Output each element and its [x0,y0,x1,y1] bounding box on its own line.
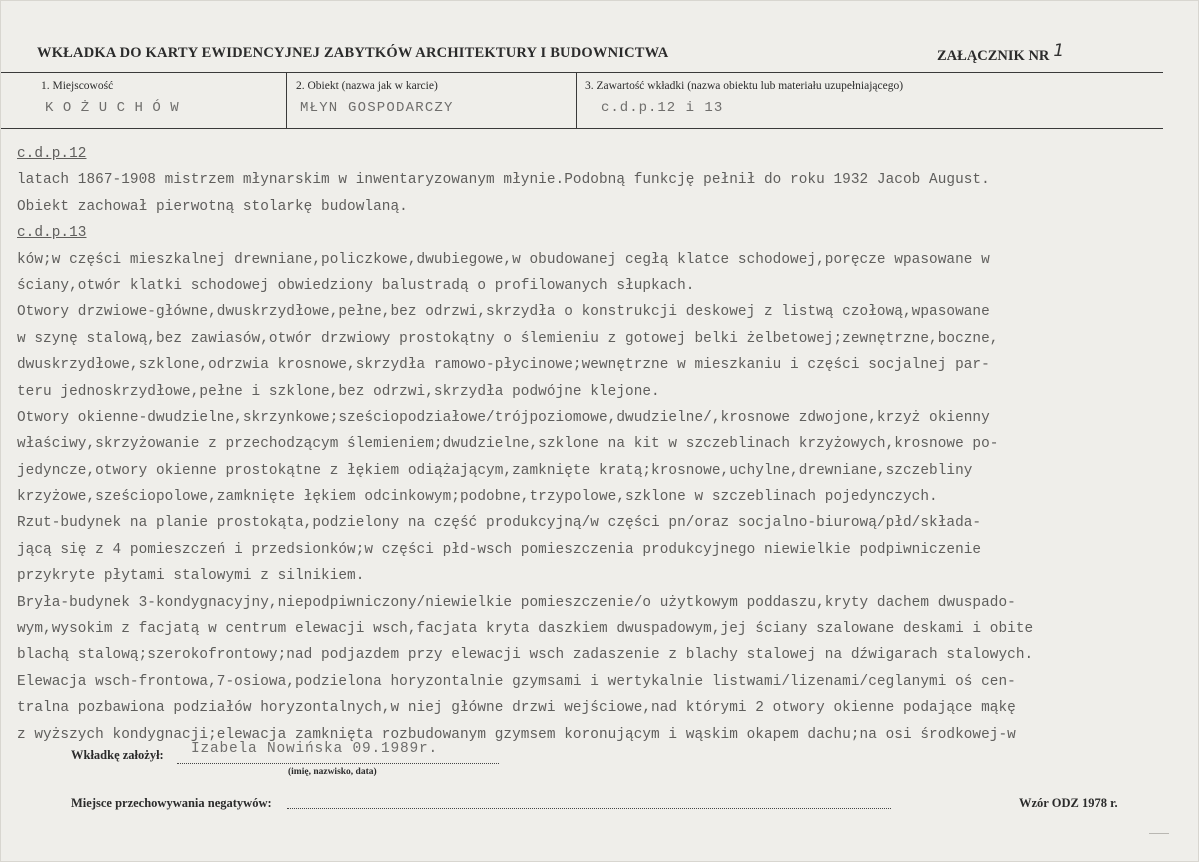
attachment-number-value: 1 [1053,41,1065,61]
section-heading: c.d.p.12 [17,146,87,162]
text-line: z wyższych kondygnacji;elewacja zamknięta rozbudowanym gzymsem koronującym i wąskim okapem dachu;na osi środkowej-w [17,726,1016,743]
founder-value: Izabela Nowińska 09.1989r. [191,741,439,757]
text-line: krzyżowe,sześciopolowe,zamknięte łękiem odcinkowym;podobne,trzypolowe,szklone w szczeblinach pojedynczych. [17,489,938,506]
contents-label: 3. Zawartość wkładki (nazwa obiektu lub materiału uzupełniającego) [585,80,904,92]
text-line: tralna pozbawiona podziałów horyzontalnych,w niej główne drzwi wejściowe,nad którymi 2 otwory okienne podające mąkę [17,700,1016,717]
negatives-dotted-line [287,808,891,809]
text-line: właściwy,skrzyżowanie z przechodzącym ślemieniem;dwudzielne,szklone na kit w szczeblinach krzyżowych,krosnowe po- [17,436,999,453]
header-rule-top [1,72,1163,73]
text-line: latach 1867-1908 mistrzem młynarskim w inwentaryzowanym młynie.Podobną funkcję pełnił do roku 1932 Jacob August. [17,172,990,189]
form-id: Wzór ODZ 1978 r. [1019,796,1118,810]
founder-label: Wkładkę założył: [71,748,164,762]
text-line: jedyncze,otwory okienne prostokątne z łękiem odiążającym,zamknięte kratą;krosnowe,uchylne,drewniane,szczebliny [17,462,973,479]
text-line: ściany,otwór klatki schodowej obwiedziony balustradą o profilowanych słupkach. [17,277,695,294]
contents-value: c.d.p.12 i 13 [601,100,724,116]
object-value: MŁYN GOSPODARCZY [300,100,454,116]
text-line: blachą stalową;szerokofrontowy;nad podjazdem przy elewacji wsch zadaszenie z blachy stalowej na dźwigarach stalowych. [17,647,1034,664]
text-line: Bryła-budynek 3-kondygnacyjny,niepodpiwniczony/niewielkie pomieszczenie/o użytkowym poddaszu,kryty dachem dwuspado- [17,594,1016,611]
field-divider-2 [576,73,577,128]
text-line: w szynę stalową,bez zawiasów,otwór drzwiowy prostokątny o ślemieniu z gotowej belki żelbetowej;zewnętrzne,boczne, [17,330,999,347]
text-line: przykryte płytami stalowymi z silnikiem. [17,568,365,585]
text-line: Otwory okienne-dwudzielne,skrzynkowe;sześciopodziałowe/trójpoziomowe,dwudzielne/,krosnowe zdwojone,krzyż okienny [17,409,990,426]
attachment-number [937,41,1065,65]
locality-label: 1. Miejscowość [41,80,114,92]
founder-dotted-line [177,763,499,764]
text-line: Elewacja wsch-frontowa,7-osiowa,podzielona horyzontalnie gzymsami i wertykalnie listwami/lizenami/ceglanymi oś cen- [17,673,1016,690]
attachment-label: ZAŁĄCZNIK NR [937,48,1050,64]
negatives-label: Miejsce przechowywania negatywów: [71,796,272,810]
typed-description [17,141,1167,748]
text-line: Rzut-budynek na planie prostokąta,podzielony na część produkcyjną/w części pn/oraz socjalno-biurową/płd/składa- [17,515,982,532]
text-line: jącą się z 4 pomieszczeń i przedsionków;w części płd-wsch pomieszczenia produkcyjnego niewielkie podpiwniczenie [17,541,982,558]
text-line: Obiekt zachował pierwotną stolarkę budowlaną. [17,198,408,215]
text-line: dwuskrzydłowe,szklone,odrzwia krosnowe,skrzydła ramowo-płycinowe;wewnętrzne w mieszkaniu i części socjalnej par- [17,357,990,374]
header-rule-bottom [1,128,1163,129]
field-divider-1 [286,73,287,128]
locality-value: KOŻUCHÓW [45,100,189,116]
text-line: ków;w części mieszkalnej drewniane,policzkowe,dwubiegowe,w obudowanej cegłą klatce schodowej,poręcze wpasowane w [17,251,990,268]
edge-mark [1149,833,1169,835]
object-label: 2. Obiekt (nazwa jak w karcie) [296,80,438,92]
founder-hint: (imię, nazwisko, data) [288,767,377,777]
form-title: WKŁADKA DO KARTY EWIDENCYJNEJ ZABYTKÓW ARCHITEKTURY I BUDOWNICTWA [37,45,669,61]
text-line: Otwory drzwiowe-główne,dwuskrzydłowe,pełne,bez odrzwi,skrzydła o konstrukcji deskowej z listwą czołową,wpasowane [17,304,990,321]
text-line: teru jednoskrzydłowe,pełne i szklone,bez odrzwi,skrzydła podwójne klejone. [17,383,660,400]
section-heading: c.d.p.13 [17,225,87,242]
text-line: wym,wysokim z facjatą w centrum elewacji wsch,facjata kryta daszkiem dwuspadowym,jej ściany szalowane deskami i obite [17,621,1034,638]
